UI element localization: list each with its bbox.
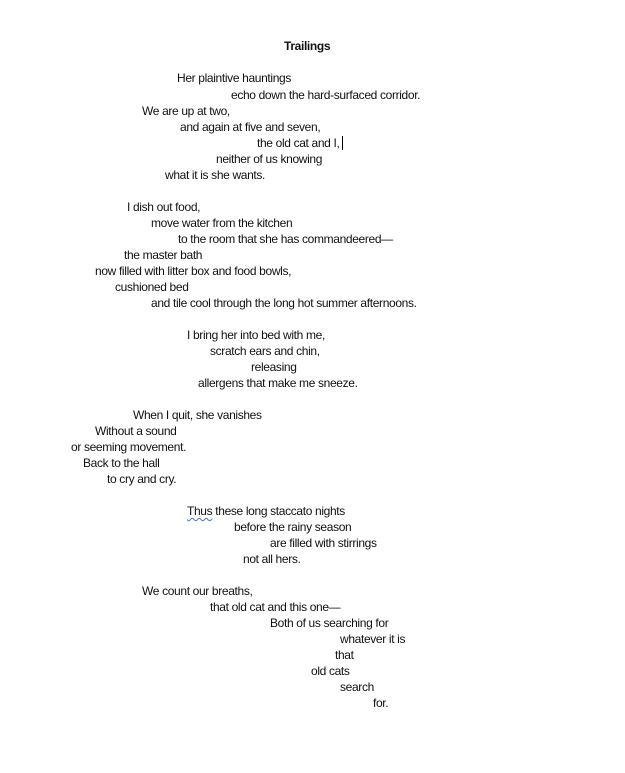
- poem-line: now filled with litter box and food bowls,: [95, 264, 292, 278]
- poem-line: Back to the hall: [83, 456, 160, 470]
- poem-line: allergens that make me sneeze.: [198, 376, 358, 390]
- poem-line: move water from the kitchen: [151, 216, 293, 230]
- poem-line: echo down the hard-surfaced corridor.: [231, 88, 421, 102]
- poem-line: When I quit, she vanishes: [133, 408, 262, 422]
- poem-line: I dish out food,: [127, 200, 201, 214]
- poem-line: Without a sound: [95, 424, 177, 438]
- text-cursor: [342, 136, 343, 150]
- poem-line: whatever it is: [340, 632, 406, 646]
- poem-line: cushioned bed: [115, 280, 189, 294]
- poem-line: the master bath: [124, 248, 203, 262]
- poem-line: that old cat and this one—: [210, 600, 341, 614]
- poem-line: or seeming movement.: [71, 440, 187, 454]
- poem-line: to cry and cry.: [107, 472, 177, 486]
- poem-line: search: [340, 680, 374, 694]
- poem-line: neither of us knowing: [216, 152, 323, 166]
- poem-line: We are up at two,: [142, 104, 230, 118]
- poem-line: that: [335, 648, 354, 662]
- poem-line: for.: [373, 696, 389, 710]
- poem-line: We count our breaths,: [142, 584, 253, 598]
- poem-line: Both of us searching for: [270, 616, 389, 630]
- poem-line: scratch ears and chin,: [210, 344, 320, 358]
- poem-line-with-cursor: [257, 135, 343, 151]
- poem-line: are filled with stirrings: [270, 536, 377, 550]
- poem-line: before the rainy season: [234, 520, 352, 534]
- poem-line: Her plaintive hauntings: [177, 71, 292, 85]
- poem-line: and again at five and seven,: [180, 120, 321, 134]
- poem-line: what it is she wants.: [165, 168, 266, 182]
- poem-line: releasing: [251, 360, 297, 374]
- poem-line: the old cat and I,: [257, 136, 340, 150]
- poem-line: old cats: [311, 664, 350, 678]
- poem-line-with-spellcheck: [187, 503, 345, 519]
- poem-line: and tile cool through the long hot summer afternoons.: [151, 296, 417, 310]
- poem-line: these long staccato nights: [215, 504, 345, 518]
- poem-line: I bring her into bed with me,: [187, 328, 325, 342]
- poem-title: Trailings: [284, 39, 331, 53]
- misspelled-word[interactable]: Thus: [187, 504, 213, 518]
- poem-line: not all hers.: [243, 552, 301, 566]
- poem-line: to the room that she has commandeered—: [178, 232, 393, 246]
